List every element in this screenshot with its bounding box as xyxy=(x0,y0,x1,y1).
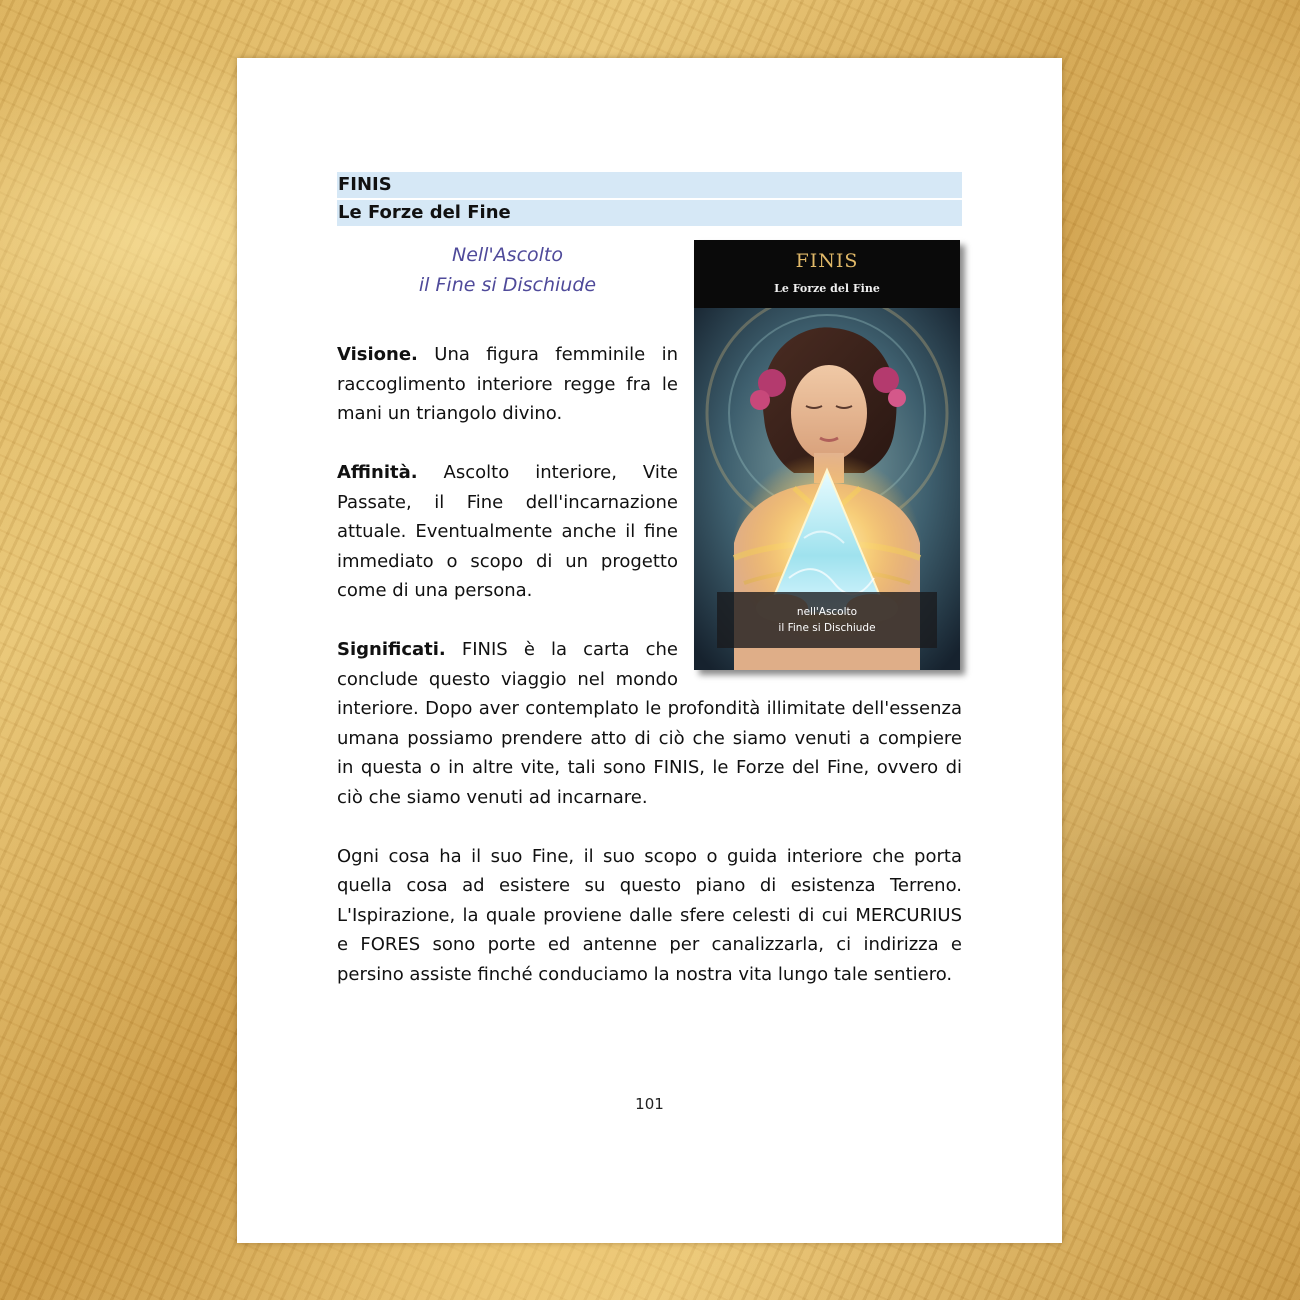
epigraph-line: Nell'Ascolto xyxy=(451,244,563,266)
card-caption xyxy=(717,592,937,648)
affinita-text: Ascolto interiore, Vite Passate, il Fine dell'incarnazione attuale. Eventualmente anche il fine immediato o scopo di un progetto come di una persona. xyxy=(337,462,678,601)
chapter-subtitle: Le Forze del Fine xyxy=(337,200,962,226)
card-image xyxy=(694,240,960,670)
significati-text: FINIS è la carta che conclude questo viaggio nel mondo interiore. Dopo aver contemplato le profondità illimitate dell'essenza umana possiamo prendere atto di ciò che siamo venuti a compiere in questa o in altre vite, tali sono FINIS, le Forze del Fine, ovvero di ciò che siamo venuti ad incarnare. xyxy=(337,639,962,808)
significati-label: Significati. xyxy=(337,639,446,660)
page-number: 101 xyxy=(635,1095,664,1113)
visione-label: Visione. xyxy=(337,344,418,365)
book-page xyxy=(237,58,1062,1243)
body-area xyxy=(337,240,962,989)
card-title: FINIS xyxy=(795,250,859,272)
body-paragraph: Ogni cosa ha il suo Fine, il suo scopo o guida interiore che porta quella cosa ad esistere su questo piano di esistenza Terreno. L'Ispirazione, la quale proviene dalle sfere celesti di cui MERCURIUS e FORES sono porte ed antenne per canalizzarla, ci indirizza e persino assiste finché conduciamo la nostra vita lungo tale sentiero. xyxy=(337,845,962,985)
page-content xyxy=(337,172,962,989)
epigraph xyxy=(337,240,678,300)
epigraph-line: il Fine si Dischiude xyxy=(418,274,597,296)
card-header xyxy=(694,240,960,308)
chapter-title: FINIS xyxy=(337,172,962,198)
visione-text: Una figura femminile in raccoglimento interiore regge fra le mani un triangolo divino. xyxy=(337,344,678,424)
card-caption-line: il Fine si Dischiude xyxy=(778,622,876,634)
affinita-label: Affinità. xyxy=(337,462,418,483)
card-figure xyxy=(694,240,962,672)
card-caption-line: nell'Ascolto xyxy=(796,606,858,618)
card-subtitle: Le Forze del Fine xyxy=(774,282,880,295)
